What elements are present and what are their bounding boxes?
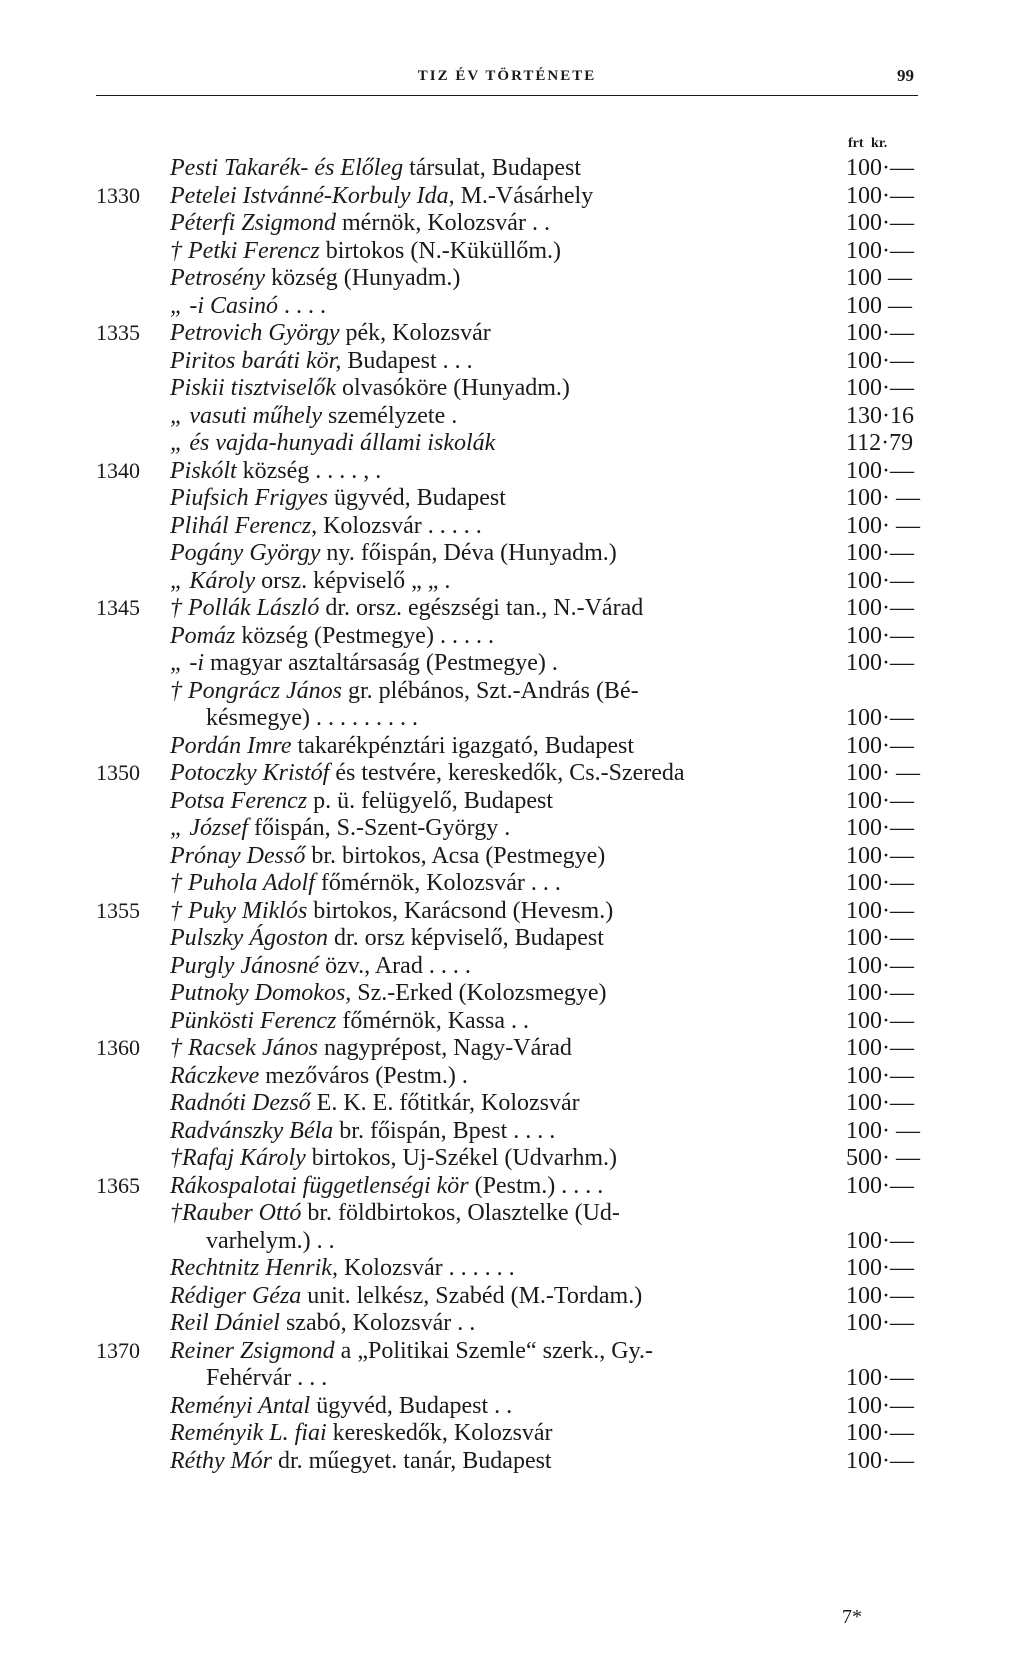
donor-description: ügyvéd, Budapest bbox=[327, 485, 506, 511]
donation-amount: 100·— bbox=[846, 347, 914, 374]
donor-description: pék, Kolozsvár bbox=[339, 320, 491, 346]
donor-description: orsz. képviselő „ „ . bbox=[255, 567, 451, 594]
entry-text bbox=[170, 1089, 840, 1118]
donor-description: birtokos (N.-Küküllőm.) bbox=[319, 237, 562, 264]
donation-amount: 130·16 bbox=[846, 402, 914, 429]
list-item bbox=[0, 567, 1024, 596]
donor-description: Kolozsvár . . . . . bbox=[317, 512, 482, 539]
list-item bbox=[0, 319, 1024, 348]
donor-name: Pomáz bbox=[170, 622, 236, 649]
header-rule bbox=[96, 95, 918, 96]
entry-text bbox=[170, 1254, 840, 1283]
entry-number: 1360 bbox=[96, 1035, 140, 1060]
list-item bbox=[0, 1062, 1024, 1091]
donor-description: személyzete . bbox=[321, 402, 458, 429]
list-item bbox=[0, 759, 1024, 788]
donor-name: Prónay Desső bbox=[170, 842, 306, 869]
donor-name: Reil Dániel bbox=[170, 1310, 280, 1336]
donor-name: † Pollák László bbox=[170, 595, 320, 621]
entry-text bbox=[170, 594, 840, 623]
entry-text bbox=[170, 1309, 840, 1338]
donor-description: község (Pestmegye) . . . . . bbox=[235, 622, 494, 649]
donor-name: Pordán Imre bbox=[170, 732, 292, 759]
donor-name: Pulszky Ágoston bbox=[170, 925, 328, 951]
donation-amount: 100·— bbox=[846, 1035, 914, 1061]
entry-text bbox=[170, 292, 840, 321]
entry-number: 1365 bbox=[96, 1172, 140, 1198]
donor-name: Ráczkeve bbox=[170, 1062, 260, 1089]
list-item bbox=[0, 979, 1024, 1008]
entry-text bbox=[170, 512, 840, 541]
donor-name: Rédiger Géza bbox=[170, 1282, 302, 1309]
donation-amount: 100·— bbox=[846, 815, 914, 841]
donor-name: Radvánszky Béla bbox=[170, 1117, 334, 1144]
entry-number: 1350 bbox=[96, 760, 140, 785]
list-item bbox=[0, 154, 1024, 183]
donor-name: „ -i bbox=[170, 650, 205, 676]
donor-description: főmérnök, Kolozsvár . . . bbox=[314, 870, 561, 896]
donor-name: Potoczky Kristóf bbox=[170, 760, 330, 786]
donor-name: Réthy Mór bbox=[170, 1447, 272, 1474]
list-item bbox=[0, 787, 1024, 816]
donation-amount: 100·— bbox=[846, 1007, 914, 1034]
entry-text bbox=[170, 924, 840, 953]
entry-text bbox=[170, 1172, 840, 1201]
list-item bbox=[0, 1172, 1024, 1201]
donor-description: unit. lelkész, Szabéd (M.-Tordam.) bbox=[301, 1282, 643, 1309]
donor-description: dr. műegyet. tanár, Budapest bbox=[271, 1447, 552, 1474]
donor-name: Rákospalotai függetlenségi kör bbox=[170, 1172, 469, 1199]
donor-description: magyar asztaltársaság (Pestmegye) . bbox=[204, 650, 558, 676]
entry-text bbox=[170, 1117, 840, 1146]
donor-name: Piufsich Frigyes bbox=[170, 485, 328, 511]
donation-amount: 100 — bbox=[846, 292, 912, 319]
list-item bbox=[0, 1144, 1024, 1173]
donation-amount: 100·— bbox=[846, 155, 914, 181]
donor-name: Petrosény bbox=[170, 265, 266, 291]
list-item bbox=[0, 429, 1024, 458]
list-item bbox=[0, 1337, 1024, 1366]
list-item bbox=[0, 264, 1024, 293]
entry-text bbox=[170, 484, 840, 513]
donor-description: özv., Arad . . . . bbox=[319, 952, 471, 979]
donor-name: Radnóti Dezső bbox=[170, 1090, 311, 1116]
donor-description: ügyvéd, Budapest . . bbox=[310, 1392, 513, 1419]
donation-amount: 100·— bbox=[846, 952, 914, 979]
entry-text bbox=[170, 1419, 840, 1448]
donor-name: Péterfi Zsigmond bbox=[170, 210, 336, 236]
entry-text bbox=[170, 209, 840, 238]
list-item bbox=[0, 649, 1024, 678]
donor-description: késmegye) . . . . . . . . . bbox=[170, 705, 418, 731]
entry-text bbox=[170, 952, 840, 981]
list-item bbox=[0, 1364, 1024, 1393]
list-item bbox=[0, 374, 1024, 403]
list-item bbox=[0, 897, 1024, 926]
donor-name: † Racsek János bbox=[170, 1035, 318, 1061]
list-item bbox=[0, 1227, 1024, 1256]
donor-name: Pesti Takarék- és Előleg bbox=[170, 155, 404, 181]
donor-description: p. ü. felügyelő, Budapest bbox=[307, 787, 554, 814]
donor-description: Kolozsvár . . . . . . bbox=[337, 1255, 515, 1281]
donation-amount: 100·— bbox=[846, 980, 914, 1006]
donation-amount: 100·— bbox=[846, 567, 914, 594]
entry-number: 1345 bbox=[96, 595, 140, 620]
page-number: 99 bbox=[897, 66, 914, 85]
donor-name: „ József bbox=[170, 815, 248, 841]
donation-amount: 100·— bbox=[846, 375, 914, 401]
list-item bbox=[0, 1447, 1024, 1476]
entry-text bbox=[170, 897, 840, 926]
entry-text bbox=[170, 237, 840, 266]
donor-description: Budapest . . . bbox=[341, 347, 473, 374]
list-item bbox=[0, 924, 1024, 953]
donation-amount: 100·— bbox=[846, 1172, 914, 1199]
entry-text bbox=[170, 347, 840, 376]
donor-description: Sz.-Erked (Kolozsmegye) bbox=[351, 980, 607, 1006]
donation-amount: 100·— bbox=[846, 1310, 914, 1336]
donation-amount: 100 — bbox=[846, 265, 912, 291]
currency-units-header: frt kr. bbox=[848, 136, 888, 151]
list-item bbox=[0, 209, 1024, 238]
entry-text bbox=[170, 374, 840, 403]
list-item bbox=[0, 182, 1024, 211]
donor-name: Piritos baráti kör, bbox=[170, 347, 342, 374]
entry-number: 1370 bbox=[96, 1337, 140, 1363]
entry-text bbox=[170, 1337, 840, 1366]
entry-text bbox=[170, 1199, 840, 1228]
donation-amount: 100·— bbox=[846, 897, 914, 924]
donor-name: Pogány György bbox=[170, 540, 321, 566]
donor-description: mérnök, Kolozsvár . . bbox=[336, 210, 550, 236]
donation-amount: 100·— bbox=[846, 1392, 914, 1419]
entry-text bbox=[170, 1034, 840, 1063]
entry-text bbox=[170, 814, 840, 843]
donor-description: nagyprépost, Nagy-Várad bbox=[317, 1035, 572, 1061]
donor-name: † Pongrácz János bbox=[170, 677, 342, 704]
donation-amount: 100·— bbox=[846, 705, 914, 731]
donor-description: E. K. E. főtitkár, Kolozsvár bbox=[310, 1090, 580, 1116]
donation-amount: 100·— bbox=[846, 540, 914, 566]
donor-name: „ és vajda-hunyadi állami iskolák bbox=[170, 430, 496, 456]
donor-name: † Puhola Adolf bbox=[170, 870, 315, 896]
donation-amount: 100·— bbox=[846, 870, 914, 896]
list-item bbox=[0, 842, 1024, 871]
entry-number: 1330 bbox=[96, 182, 140, 208]
list-item bbox=[0, 1089, 1024, 1118]
entry-text bbox=[170, 1227, 840, 1256]
entry-text bbox=[170, 1144, 840, 1173]
list-item bbox=[0, 512, 1024, 541]
donor-description: takarékpénztári igazgató, Budapest bbox=[291, 732, 635, 759]
donation-amount: 100·— bbox=[846, 1420, 914, 1446]
entry-text bbox=[170, 567, 840, 596]
list-item bbox=[0, 1282, 1024, 1311]
donation-amount: 100·— bbox=[846, 925, 914, 951]
donor-description: főmérnök, Kassa . . bbox=[336, 1007, 530, 1034]
donor-name: „ vasuti műhely bbox=[170, 402, 322, 429]
printer-signature: 7* bbox=[842, 1606, 862, 1628]
donor-description: (Pestm.) . . . . bbox=[468, 1172, 604, 1199]
donor-description: gr. plébános, Szt.-András (Bé- bbox=[341, 677, 639, 704]
donation-amount: 112·79 bbox=[846, 430, 914, 456]
entry-text bbox=[170, 1447, 840, 1476]
entry-text bbox=[170, 787, 840, 816]
donor-description: dr. orsz. egészségi tan., N.-Várad bbox=[319, 595, 644, 621]
donation-amount: 100·— bbox=[846, 1282, 914, 1309]
donor-name: Plihál Ferencz, bbox=[170, 512, 318, 539]
donor-name: Putnoky Domokos, bbox=[170, 980, 352, 1006]
donation-amount: 100·— bbox=[846, 650, 914, 676]
donation-amount: 100·— bbox=[846, 457, 914, 484]
entry-text bbox=[170, 1364, 840, 1393]
donation-amount: 100·— bbox=[846, 842, 914, 869]
entry-text bbox=[170, 732, 840, 761]
list-item bbox=[0, 622, 1024, 651]
donor-name: Reményik L. fiai bbox=[170, 1420, 327, 1446]
entry-text bbox=[170, 182, 840, 211]
donation-amount: 100·— bbox=[846, 210, 914, 236]
donor-description: Fehérvár . . . bbox=[170, 1365, 328, 1391]
donation-amount: 500· — bbox=[846, 1145, 920, 1171]
list-item bbox=[0, 869, 1024, 898]
donation-amount: 100·— bbox=[846, 1090, 914, 1116]
entry-text bbox=[170, 429, 840, 458]
entry-text bbox=[170, 759, 840, 788]
donor-description: br. földbirtokos, Olasztelke (Ud- bbox=[301, 1200, 620, 1226]
list-item bbox=[0, 1419, 1024, 1448]
donor-description: és testvére, kereskedők, Cs.-Szereda bbox=[329, 760, 685, 786]
donor-description: község . . . . , . bbox=[236, 457, 382, 484]
donor-name: †Rauber Ottó bbox=[170, 1200, 302, 1226]
donation-amount: 100· — bbox=[846, 1117, 920, 1144]
entry-text bbox=[170, 402, 840, 431]
donation-amount: 100· — bbox=[846, 760, 920, 786]
donation-amount: 100· — bbox=[846, 512, 920, 539]
donor-description: br. birtokos, Acsa (Pestmegye) bbox=[305, 842, 606, 869]
donor-name: † Puky Miklós bbox=[170, 897, 308, 924]
donor-name: Petrovich György bbox=[170, 320, 340, 346]
list-item bbox=[0, 484, 1024, 513]
entry-text bbox=[170, 677, 840, 706]
donor-description: társulat, Budapest bbox=[403, 155, 582, 181]
donor-name: „ Károly bbox=[170, 567, 256, 594]
donor-description: a „Politikai Szemle“ szerk., Gy.- bbox=[334, 1337, 654, 1364]
donor-description: birtokos, Uj-Székel (Udvarhm.) bbox=[305, 1145, 618, 1171]
list-item bbox=[0, 1007, 1024, 1036]
entry-number: 1355 bbox=[96, 897, 140, 923]
donation-amount: 100·— bbox=[846, 182, 914, 209]
list-item bbox=[0, 347, 1024, 376]
running-header bbox=[96, 62, 918, 96]
entry-text bbox=[170, 1392, 840, 1421]
donor-name: Reményi Antal bbox=[170, 1392, 311, 1419]
donor-description: olvasóköre (Hunyadm.) bbox=[335, 375, 570, 401]
entry-text bbox=[170, 704, 840, 733]
entry-text bbox=[170, 622, 840, 651]
entry-text bbox=[170, 457, 840, 486]
list-item bbox=[0, 539, 1024, 568]
donation-amount: 100·— bbox=[846, 1447, 914, 1474]
entry-text bbox=[170, 1062, 840, 1091]
list-item bbox=[0, 1117, 1024, 1146]
entry-text bbox=[170, 1007, 840, 1036]
donation-amount: 100·— bbox=[846, 320, 914, 346]
donation-amount: 100·— bbox=[846, 787, 914, 814]
list-item bbox=[0, 677, 1024, 706]
entry-text bbox=[170, 649, 840, 678]
donor-name: Rechtnitz Henrik, bbox=[170, 1255, 338, 1281]
donor-name: Reiner Zsigmond bbox=[170, 1337, 335, 1364]
entry-number: 1340 bbox=[96, 457, 140, 483]
donor-description: br. főispán, Bpest . . . . bbox=[333, 1117, 556, 1144]
donor-name: Piskii tisztviselők bbox=[170, 375, 336, 401]
donor-description: ny. főispán, Déva (Hunyadm.) bbox=[320, 540, 617, 566]
donation-amount: 100·— bbox=[846, 595, 914, 621]
donation-amount: 100·— bbox=[846, 1255, 914, 1281]
list-item bbox=[0, 1309, 1024, 1338]
donor-description: M.-Vásárhely bbox=[454, 182, 594, 209]
donor-description: főispán, S.-Szent-György . bbox=[248, 815, 511, 841]
donation-amount: 100·— bbox=[846, 622, 914, 649]
list-item bbox=[0, 292, 1024, 321]
donor-name: Potsa Ferencz bbox=[170, 787, 308, 814]
donor-description: birtokos, Karácsond (Hevesm.) bbox=[307, 897, 614, 924]
donation-amount: 100· — bbox=[846, 485, 920, 511]
donor-name: †Rafaj Károly bbox=[170, 1145, 306, 1171]
donor-description: dr. orsz képviselő, Budapest bbox=[327, 925, 604, 951]
list-item bbox=[0, 1199, 1024, 1228]
entry-text bbox=[170, 319, 840, 348]
list-item bbox=[0, 952, 1024, 981]
list-item bbox=[0, 237, 1024, 266]
entry-text bbox=[170, 264, 840, 293]
list-item bbox=[0, 457, 1024, 486]
entry-text bbox=[170, 539, 840, 568]
donation-amount: 100·— bbox=[846, 732, 914, 759]
donor-description: község (Hunyadm.) bbox=[265, 265, 461, 291]
donor-description: varhelym.) . . bbox=[170, 1227, 335, 1254]
donor-name: Purgly Jánosné bbox=[170, 952, 320, 979]
donor-description: . . . . bbox=[278, 292, 327, 319]
donor-name: † Petki Ferencz bbox=[170, 237, 320, 264]
donation-amount: 100·— bbox=[846, 1227, 914, 1254]
list-item bbox=[0, 1034, 1024, 1063]
donation-amount: 100·— bbox=[846, 1365, 914, 1391]
list-item bbox=[0, 814, 1024, 843]
donation-amount: 100·— bbox=[846, 1062, 914, 1089]
list-item bbox=[0, 594, 1024, 623]
donor-name: Petelei Istvánné-Korbuly Ida, bbox=[170, 182, 455, 209]
donation-amount: 100·— bbox=[846, 237, 914, 264]
list-item bbox=[0, 1392, 1024, 1421]
donor-name: Pünkösti Ferencz bbox=[170, 1007, 337, 1034]
entry-number: 1335 bbox=[96, 320, 140, 345]
donor-description: mezőváros (Pestm.) . bbox=[259, 1062, 468, 1089]
entry-text bbox=[170, 869, 840, 898]
running-title: TIZ ÉV TÖRTÉNETE bbox=[417, 68, 597, 84]
list-item bbox=[0, 732, 1024, 761]
donor-name: „ -i Casinó bbox=[170, 292, 279, 319]
entry-text bbox=[170, 979, 840, 1008]
list-item bbox=[0, 402, 1024, 431]
entry-text bbox=[170, 842, 840, 871]
donor-description: kereskedők, Kolozsvár bbox=[326, 1420, 553, 1446]
entry-text bbox=[170, 154, 840, 183]
entry-text bbox=[170, 1282, 840, 1311]
donor-description: szabó, Kolozsvár . . bbox=[279, 1310, 476, 1336]
donor-name: Piskólt bbox=[170, 457, 237, 484]
list-item bbox=[0, 704, 1024, 733]
list-item bbox=[0, 1254, 1024, 1283]
